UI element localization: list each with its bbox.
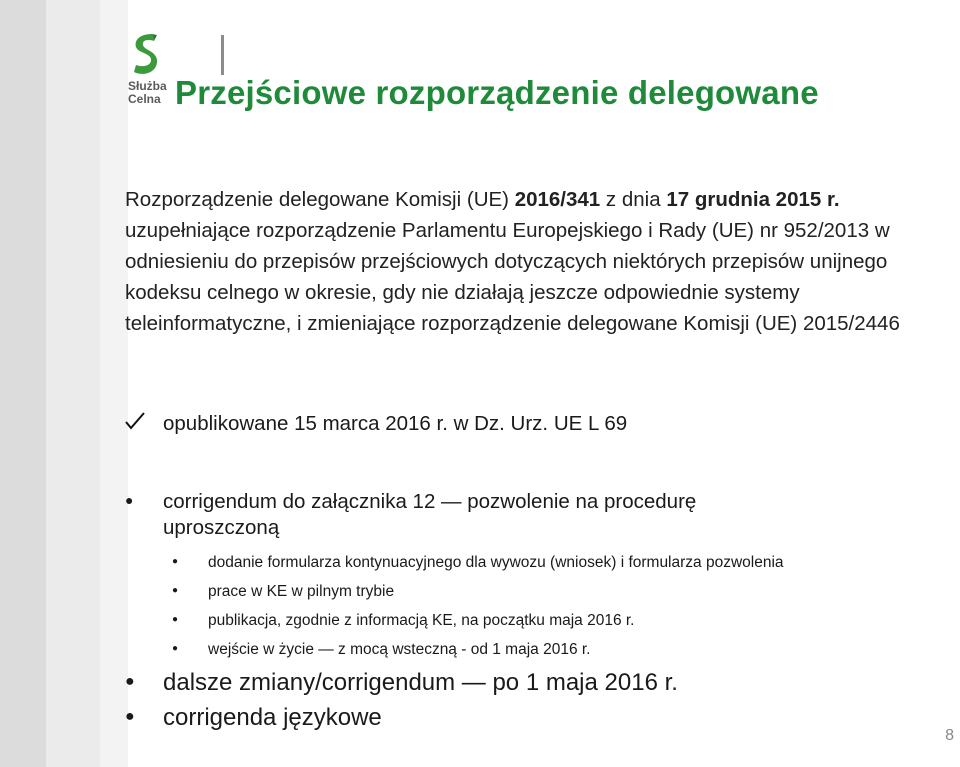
page-number: 8	[945, 727, 954, 744]
list-item-corrigendum: ● corrigendum do załącznika 12 — pozwolenie na procedurę	[125, 485, 696, 517]
logo-emblem-icon	[130, 32, 160, 78]
side-decoration	[0, 0, 46, 767]
bullet-icon: ●	[125, 673, 135, 690]
bullet-icon: ●	[125, 708, 135, 725]
checkmark-icon	[125, 412, 151, 436]
sub-list-item: ● publikacja, zgodnie z informacją KE, na początku maja 2016 r.	[172, 612, 635, 629]
list-item-continuation: uproszczoną	[163, 516, 280, 539]
side-decoration	[100, 0, 128, 767]
bullet-icon: ●	[172, 614, 179, 625]
side-decoration	[46, 0, 100, 767]
bullet-icon: ●	[172, 643, 179, 654]
regulation-description: Rozporządzenie delegowane Komisji (UE) 2016/341 z dnia 17 grudnia 2015 r. uzupełniające rozporządzenie Parlamentu Europejskiego i Rady (UE) nr 952/2013 w odniesieniu do przepisów przejściowych dotyczących niektórych przepisów unijnego kodeksu celnego w okresie, gdy nie działają jeszcze odpowiednie systemy teleinformatyczne, i zmieniające rozporządzenie delegowane Komisji (UE) 2015/2446	[125, 188, 900, 335]
bullet-icon: ●	[172, 556, 179, 567]
sub-list-item: ● dodanie formularza kontynuacyjnego dla wywozu (wniosek) i formularza pozwolenia	[172, 554, 784, 571]
publication-item: opublikowane 15 marca 2016 r. w Dz. Urz. UE L 69	[125, 412, 627, 436]
list-item-further-changes: ● dalsze zmiany/corrigendum — po 1 maja 2016 r.	[125, 669, 678, 696]
slide-title: Przejściowe rozporządzenie delegowane	[175, 74, 819, 111]
bullet-icon: ●	[125, 492, 134, 508]
bullet-icon: ●	[172, 585, 179, 596]
logo-divider	[221, 35, 224, 75]
sub-list-item: ● wejście w życie — z mocą wsteczną - od 1 maja 2016 r.	[172, 641, 591, 658]
logo-wordmark: Służba Celna	[128, 79, 167, 106]
sub-list-item: ● prace w KE w pilnym trybie	[172, 583, 395, 600]
list-item-language-corrigenda: ● corrigenda językowe	[125, 704, 382, 731]
